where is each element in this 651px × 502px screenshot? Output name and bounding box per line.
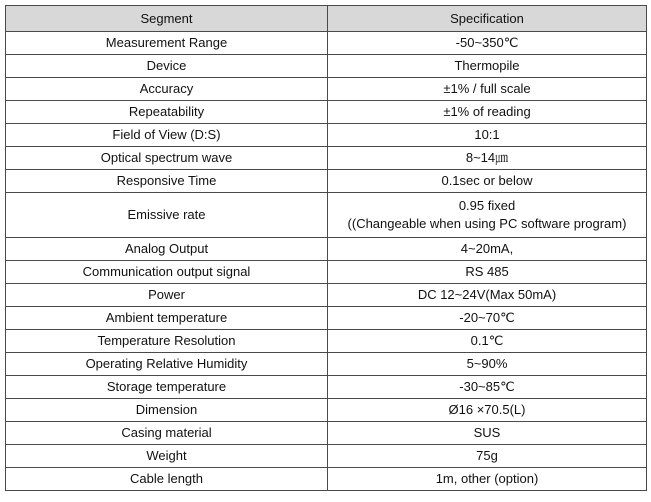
spec-table-container [5,5,647,491]
segment-cell: Ambient temperature [6,307,328,330]
table-row [6,330,647,353]
segment-cell: Device [6,55,328,78]
spec-cell: SUS [328,422,647,445]
table-row [6,170,647,193]
table-row [6,445,647,468]
segment-cell: Cable length [6,468,328,491]
table-row [6,193,647,238]
segment-cell: Field of View (D:S) [6,124,328,147]
spec-cell: 0.1sec or below [328,170,647,193]
segment-cell: Communication output signal [6,261,328,284]
segment-cell: Analog Output [6,238,328,261]
segment-cell: Responsive Time [6,170,328,193]
table-row [6,399,647,422]
table-row [6,422,647,445]
segment-cell: Casing material [6,422,328,445]
segment-cell: Operating Relative Humidity [6,353,328,376]
table-row [6,101,647,124]
spec-cell: 75g [328,445,647,468]
spec-cell: -50~350℃ [328,32,647,55]
spec-cell: Thermopile [328,55,647,78]
table-row [6,261,647,284]
segment-cell: Optical spectrum wave [6,147,328,170]
spec-cell [328,193,647,238]
segment-cell: Accuracy [6,78,328,101]
table-header-row [6,6,647,32]
segment-cell: Repeatability [6,101,328,124]
segment-cell: Emissive rate [6,193,328,238]
table-row [6,147,647,170]
spec-cell: RS 485 [328,261,647,284]
segment-cell: Temperature Resolution [6,330,328,353]
segment-cell: Measurement Range [6,32,328,55]
table-row [6,376,647,399]
spec-cell: 5~90% [328,353,647,376]
spec-cell: ±1% of reading [328,101,647,124]
spec-line: ((Changeable when using PC software program) [347,216,627,231]
table-row [6,124,647,147]
specification-table [5,5,647,491]
spec-cell: -20~70℃ [328,307,647,330]
spec-cell: 8~14㎛ [328,147,647,170]
segment-cell: Storage temperature [6,376,328,399]
segment-cell: Dimension [6,399,328,422]
spec-line: 0.95 fixed [458,198,516,213]
spec-cell: ±1% / full scale [328,78,647,101]
header-specification: Specification [328,6,647,32]
spec-cell: 4~20mA, [328,238,647,261]
segment-cell: Power [6,284,328,307]
header-segment: Segment [6,6,328,32]
table-row [6,307,647,330]
spec-cell: 0.1℃ [328,330,647,353]
table-row [6,284,647,307]
spec-cell: DC 12~24V(Max 50mA) [328,284,647,307]
spec-cell: 10:1 [328,124,647,147]
spec-cell: Ø16 ×70.5(L) [328,399,647,422]
table-row [6,55,647,78]
spec-cell: 1m, other (option) [328,468,647,491]
table-row [6,32,647,55]
table-row [6,238,647,261]
table-row [6,468,647,491]
segment-cell: Weight [6,445,328,468]
spec-cell: -30~85℃ [328,376,647,399]
table-row [6,353,647,376]
table-row [6,78,647,101]
